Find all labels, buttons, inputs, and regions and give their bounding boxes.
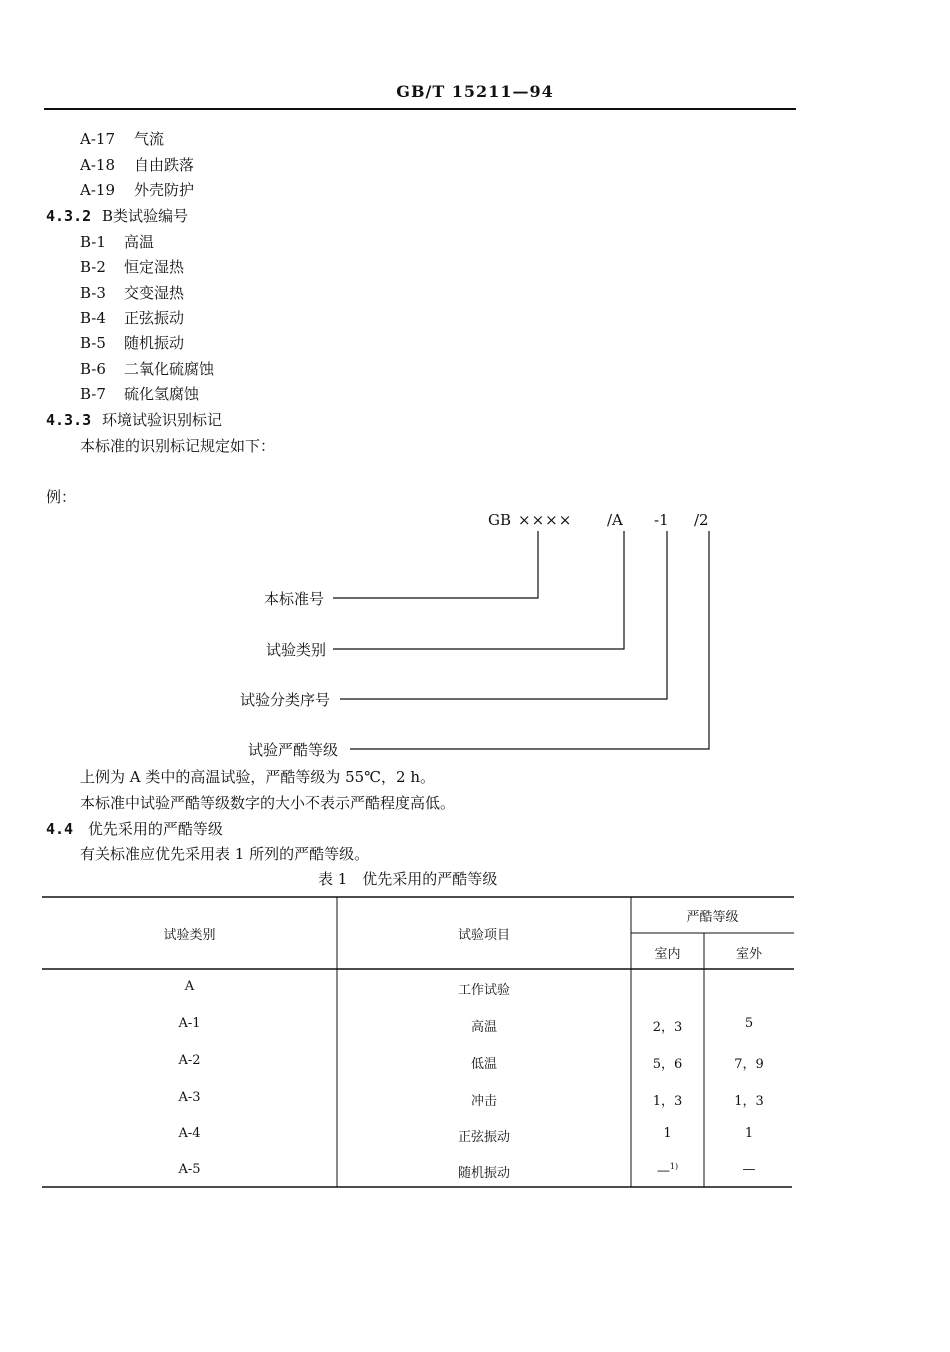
section-title: 优先采用的严酷等级 bbox=[87, 820, 223, 838]
table-cell-item: 低温 bbox=[470, 1057, 497, 1072]
indoor-value: — bbox=[656, 1163, 670, 1179]
item-name: 自由跌落 bbox=[134, 156, 195, 174]
table-cell-item: 冲击 bbox=[470, 1094, 497, 1109]
item-name: 气流 bbox=[134, 130, 165, 148]
table-cell-indoor: 2，3 bbox=[652, 1020, 683, 1035]
table-cell-category: A-1 bbox=[178, 1016, 201, 1031]
item-name: 正弦振动 bbox=[124, 309, 185, 327]
marking-number: ×××× bbox=[518, 511, 573, 529]
table-cell-item: 高温 bbox=[470, 1020, 497, 1035]
section-number: 4.3.3 bbox=[46, 411, 92, 429]
table-cell-outdoor: 5 bbox=[744, 1016, 754, 1031]
table-cell-indoor: 1 bbox=[663, 1126, 672, 1141]
table-cell-outdoor: 1 bbox=[744, 1126, 754, 1141]
table-caption: 表 1 优先采用的严酷等级 bbox=[318, 870, 498, 888]
header-severity: 严酷等级 bbox=[686, 910, 739, 925]
leader-line-category bbox=[333, 531, 624, 649]
callout-sequence: 试验分类序号 bbox=[240, 691, 331, 709]
table-cell-item: 工作试验 bbox=[457, 983, 510, 998]
header-indoor: 室内 bbox=[654, 947, 681, 962]
paragraph: 有关标准应优先采用表 1 所列的严酷等级。 bbox=[80, 845, 370, 863]
item-name: 二氧化硫腐蚀 bbox=[124, 360, 215, 378]
item-code: B-1 bbox=[80, 233, 106, 251]
item-code: A-18 bbox=[80, 156, 115, 174]
item-code: B-6 bbox=[80, 360, 106, 378]
item-code: A-19 bbox=[80, 181, 115, 199]
section-title: B类试验编号 bbox=[101, 207, 188, 225]
example-note-2: 本标准中试验严酷等级数字的大小不表示严酷程度高低。 bbox=[80, 794, 456, 812]
leader-line-standard-number bbox=[333, 531, 538, 598]
callout-category: 试验类别 bbox=[266, 641, 327, 659]
item-name: 外壳防护 bbox=[134, 181, 195, 199]
item-name: 硫化氢腐蚀 bbox=[124, 385, 200, 403]
header-item: 试验项目 bbox=[457, 928, 510, 943]
leader-line-sequence bbox=[340, 531, 667, 699]
table-cell-item: 正弦振动 bbox=[457, 1130, 510, 1145]
table-cell-category: A-4 bbox=[178, 1126, 201, 1141]
standard-number: GB/T 15211—94 bbox=[396, 82, 554, 101]
item-code: B-2 bbox=[80, 258, 106, 276]
item-name: 随机振动 bbox=[124, 334, 185, 352]
item-name: 恒定湿热 bbox=[124, 258, 185, 276]
callout-severity: 试验严酷等级 bbox=[248, 741, 339, 759]
leader-line-severity bbox=[350, 531, 709, 749]
paragraph: 本标准的识别标记规定如下： bbox=[80, 437, 276, 455]
item-name: 高温 bbox=[124, 233, 155, 251]
table-cell-indoor bbox=[631, 1162, 704, 1178]
table-cell-category: A-3 bbox=[178, 1090, 201, 1105]
item-code: A-17 bbox=[80, 130, 115, 148]
table-cell-indoor: 5，6 bbox=[652, 1057, 683, 1072]
example-note-1: 上例为 A 类中的高温试验，严酷等级为 55℃，2 h。 bbox=[80, 768, 435, 786]
marking-severity: /2 bbox=[694, 511, 709, 529]
marking-category: /A bbox=[607, 511, 623, 529]
section-number: 4.3.2 bbox=[46, 207, 92, 225]
table-cell-outdoor: 1，3 bbox=[734, 1094, 764, 1109]
item-name: 交变湿热 bbox=[124, 284, 185, 302]
table-cell-item: 随机振动 bbox=[457, 1166, 510, 1181]
marking-gb: GB bbox=[488, 511, 512, 529]
header-outdoor: 室外 bbox=[735, 947, 762, 962]
item-code: B-3 bbox=[80, 284, 106, 302]
callout-standard-number: 本标准号 bbox=[264, 590, 325, 608]
severity-table bbox=[42, 896, 794, 1188]
header-category: 试验类别 bbox=[163, 928, 216, 943]
table-cell-outdoor: 7，9 bbox=[734, 1057, 764, 1072]
table-cell-category: A bbox=[184, 979, 195, 994]
item-code: B-5 bbox=[80, 334, 106, 352]
section-title: 环境试验识别标记 bbox=[101, 411, 222, 429]
item-code: B-4 bbox=[80, 309, 106, 327]
footnote-marker: 1) bbox=[669, 1162, 679, 1171]
example-label: 例： bbox=[46, 488, 77, 506]
section-heading-4-4 bbox=[46, 818, 223, 839]
item-code: B-7 bbox=[80, 385, 106, 403]
table-cell-indoor: 1，3 bbox=[652, 1094, 683, 1109]
table-cell-category: A-2 bbox=[178, 1053, 201, 1068]
table-cell-category: A-5 bbox=[178, 1162, 201, 1177]
marking-sequence: -1 bbox=[654, 511, 669, 529]
section-number: 4.4 bbox=[46, 820, 74, 838]
table-cell-outdoor: — bbox=[742, 1162, 756, 1177]
